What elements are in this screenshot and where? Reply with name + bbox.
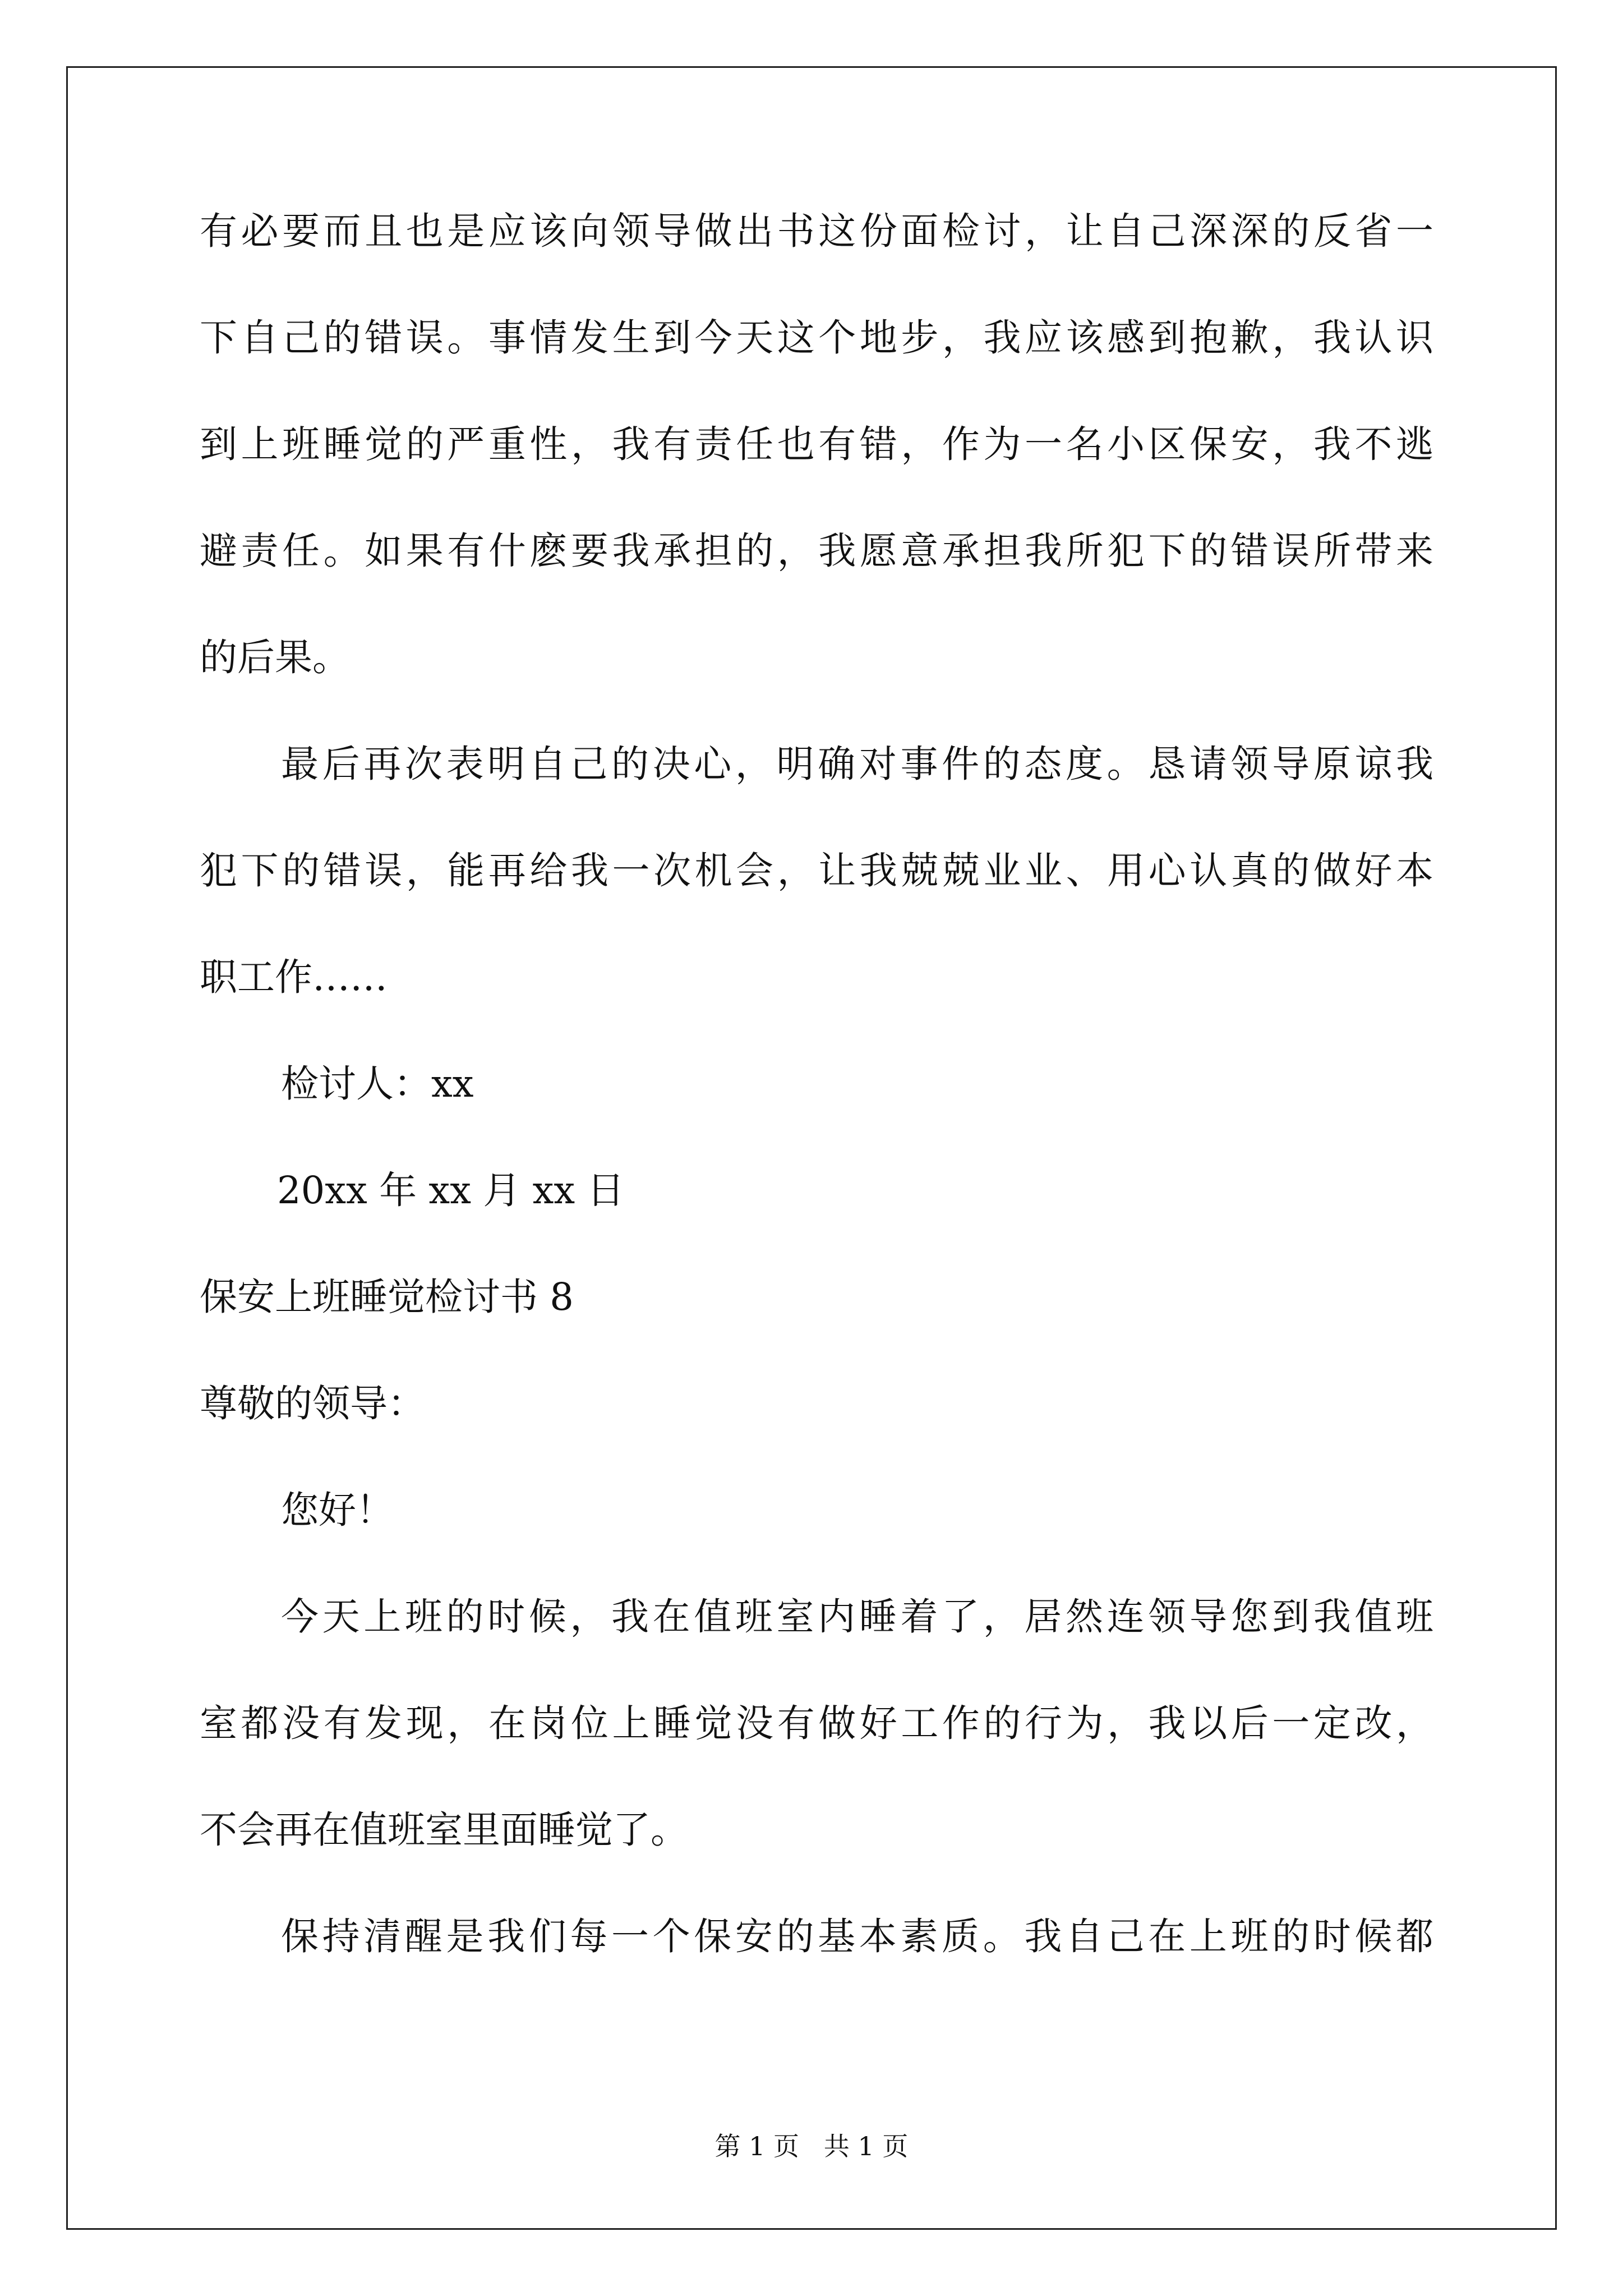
section-title: 保安上班睡觉检讨书 8: [200, 1275, 574, 1319]
paragraph-line: 到上班睡觉的严重性，我有责任也有错，作为一名小区保安，我不逃: [200, 422, 1433, 466]
paragraph-line: 职工作……: [200, 955, 388, 999]
paragraph-line: 今天上班的时候，我在值班室内睡着了，居然连领导您到我值班: [281, 1595, 1433, 1639]
page-footer: 第 1 页 共 1 页: [714, 2131, 909, 2161]
paragraph-line: 不会再在值班室里面睡觉了。: [200, 1808, 688, 1852]
page-border: [66, 66, 1557, 2230]
paragraph-line: 最后再次表明自己的决心，明确对事件的态度。恳请领导原谅我: [281, 742, 1433, 786]
paragraph-line: 室都没有发现，在岗位上睡觉没有做好工作的行为，我以后一定改，: [200, 1701, 1433, 1745]
paragraph-line: 下自己的错误。事情发生到今天这个地步，我应该感到抱歉，我认识: [200, 316, 1433, 360]
date-line: 20xx 年 xx 月 xx 日: [277, 1168, 625, 1212]
paragraph-line: 保持清醒是我们每一个保安的基本素质。我自己在上班的时候都: [281, 1915, 1433, 1958]
greeting: 您好！: [281, 1488, 394, 1532]
paragraph-line: 有必要而且也是应该向领导做出书这份面检讨，让自己深深的反省一: [200, 209, 1433, 253]
salutation: 尊敬的领导：: [200, 1382, 425, 1425]
paragraph-line: 避责任。如果有什麽要我承担的，我愿意承担我所犯下的错误所带来: [200, 529, 1433, 573]
paragraph-line: 犯下的错误，能再给我一次机会，让我兢兢业业、用心认真的做好本: [200, 849, 1433, 892]
paragraph-line: 的后果。: [200, 636, 350, 679]
signature-line: 检讨人：xx: [281, 1062, 474, 1106]
